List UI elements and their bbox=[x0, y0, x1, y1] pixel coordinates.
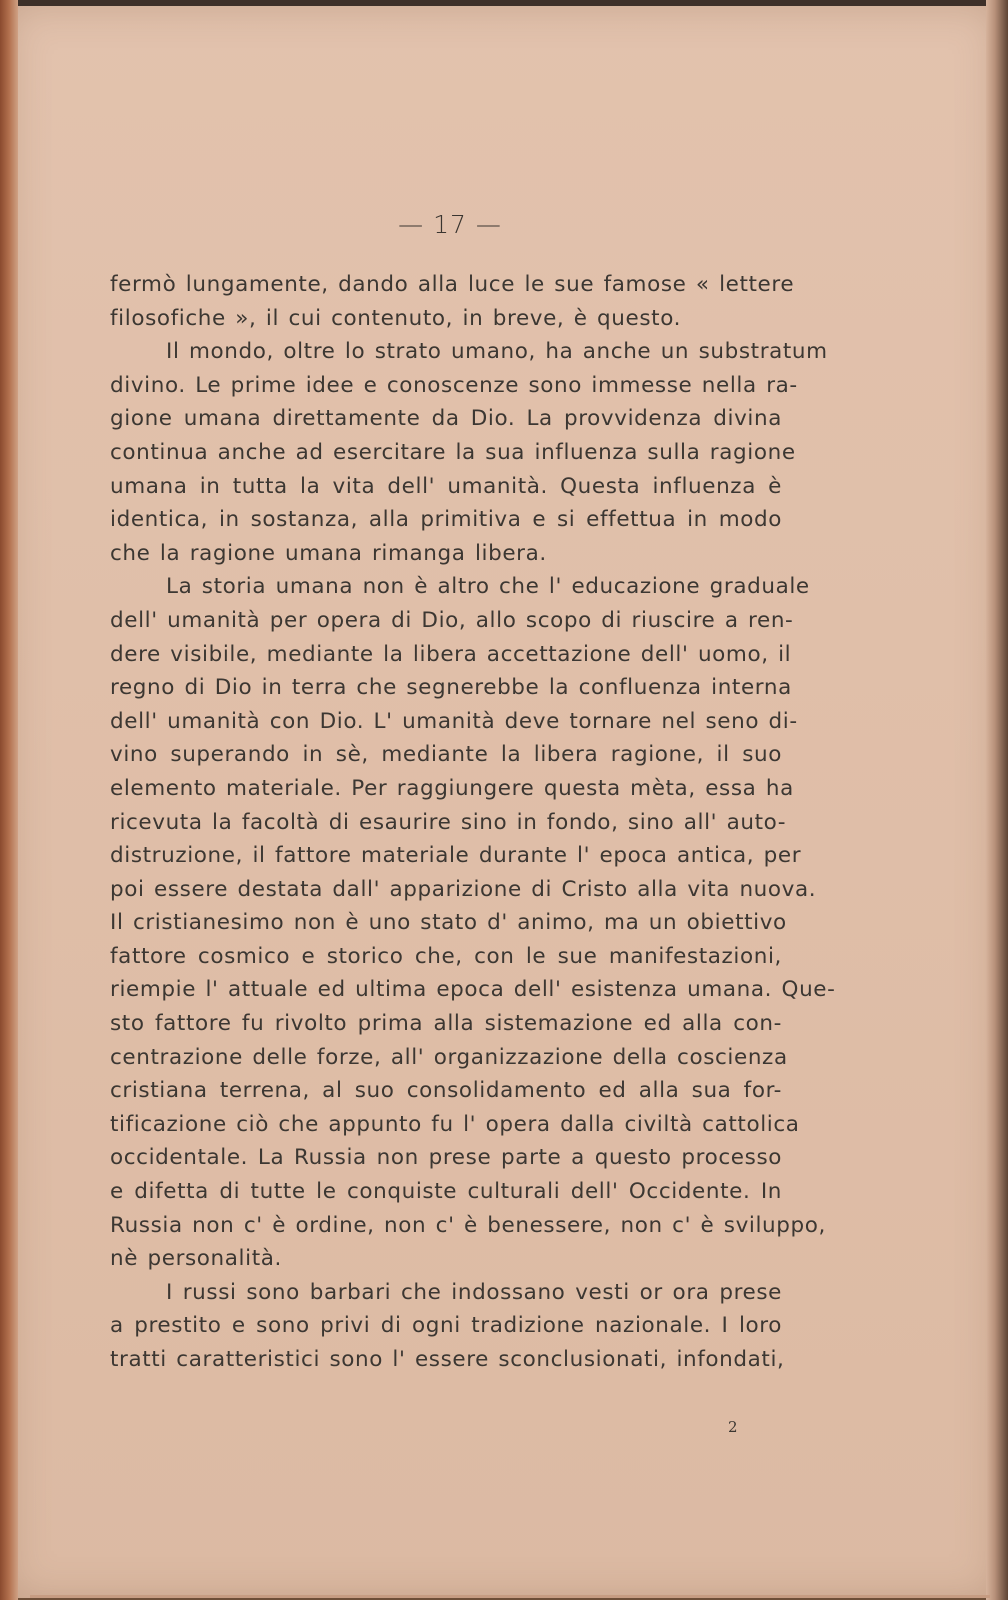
text-line: continua anche ad esercitare la sua influenza sulla ragione bbox=[110, 439, 796, 465]
text-line: poi essere destata dall' apparizione di Cristo alla vita nuova. bbox=[110, 876, 817, 902]
text-line: tratti caratteristici sono l' essere sconclusionati, infondati, bbox=[110, 1347, 785, 1372]
text-line: centrazione delle forze, all' organizzazione della coscienza bbox=[110, 1044, 788, 1070]
text-line: Il cristianesimo non è uno stato d' animo, ma un obiettivo bbox=[110, 910, 787, 936]
body-text bbox=[110, 268, 836, 1377]
text-line: cristiana terrena, al suo consolidamento ed alla sua for- bbox=[110, 1078, 782, 1104]
text-line: Russia non c' è ordine, non c' è benessere, non c' è sviluppo, bbox=[110, 1212, 826, 1238]
bottom-edge bbox=[30, 1595, 990, 1598]
text-line: dell' umanità con Dio. L' umanità deve tornare nel seno di- bbox=[110, 708, 798, 734]
text-line: dell' umanità per opera di Dio, allo scopo di riuscire a ren- bbox=[110, 607, 794, 633]
text-line: fattore cosmico e storico che, con le sue manifestazioni, bbox=[110, 943, 782, 969]
text-line: gione umana direttamente da Dio. La provvidenza divina bbox=[110, 406, 782, 432]
text-line: ricevuta la facoltà di esaurire sino in fondo, sino all' auto- bbox=[110, 809, 787, 835]
text-line: fermò lungamente, dando alla luce le sue famose « lettere bbox=[110, 272, 795, 297]
page-number-header: — 17 — bbox=[398, 210, 502, 239]
text-line: distruzione, il fattore materiale durante l' epoca antica, per bbox=[110, 843, 802, 869]
binding-edge bbox=[0, 0, 18, 1600]
page-edge bbox=[986, 0, 1008, 1600]
text-line: a prestito e sono privi di ogni tradizione nazionale. I loro bbox=[110, 1313, 782, 1339]
text-line: La storia umana non è altro che l' educazione graduale bbox=[166, 574, 810, 600]
text-line: identica, in sostanza, alla primitiva e si effettua in modo bbox=[110, 507, 782, 533]
text-line: Il mondo, oltre lo strato umano, ha anche un substratum bbox=[166, 339, 828, 365]
text-line: I russi sono barbari che indossano vesti or ora prese bbox=[166, 1279, 782, 1305]
text-line: occidentale. La Russia non prese parte a questo processo bbox=[110, 1145, 782, 1171]
text-line: vino superando in sè, mediante la libera ragione, il suo bbox=[110, 742, 782, 768]
text-line: regno di Dio in terra che segnerebbe la confluenza interna bbox=[110, 675, 792, 701]
text-line: dere visibile, mediante la libera accettazione dell' uomo, il bbox=[110, 641, 792, 667]
text-line: tificazione ciò che appunto fu l' opera dalla civiltà cattolica bbox=[110, 1111, 800, 1137]
text-line: riempie l' attuale ed ultima epoca dell' esistenza umana. Que- bbox=[110, 977, 836, 1003]
text-line: elemento materiale. Per raggiungere questa mèta, essa ha bbox=[110, 775, 794, 801]
text-line: divino. Le prime idee e conoscenze sono immesse nella ra- bbox=[110, 372, 798, 398]
signature-mark: 2 bbox=[728, 1418, 738, 1436]
text-line: e difetta di tutte le conquiste culturali dell' Occidente. In bbox=[110, 1179, 782, 1205]
text-line: nè personalità. bbox=[110, 1246, 282, 1272]
text-line: filosofiche », il cui contenuto, in breve, è questo. bbox=[110, 305, 681, 331]
text-line: sto fattore fu rivolto prima alla sistemazione ed alla con- bbox=[110, 1011, 782, 1037]
text-line: umana in tutta la vita dell' umanità. Questa influenza è bbox=[110, 473, 782, 499]
text-line: che la ragione umana rimanga libera. bbox=[110, 540, 547, 566]
